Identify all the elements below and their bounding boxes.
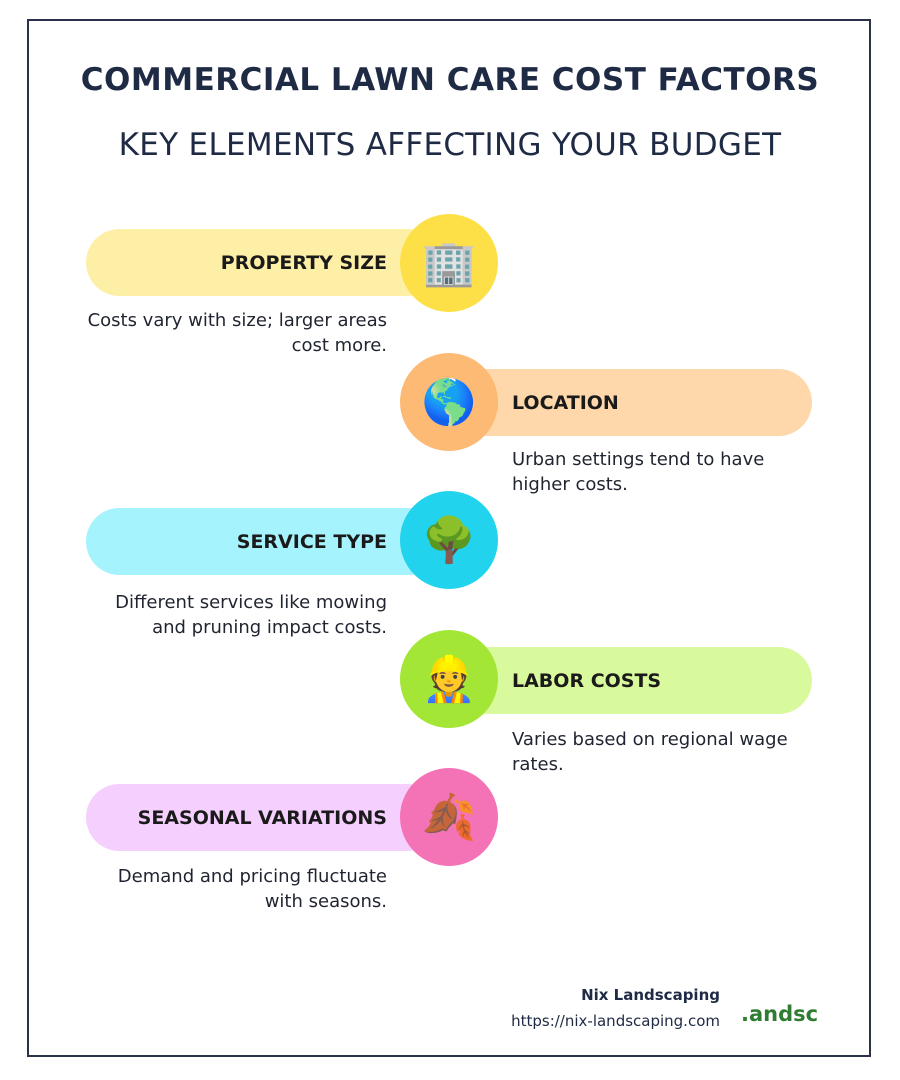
factor-pill-seasonal-variations xyxy=(86,784,441,851)
tree-icon: 🌳 xyxy=(400,491,498,589)
factor-label: SEASONAL VARIATIONS xyxy=(137,806,387,829)
factor-pill-service-type xyxy=(86,508,441,575)
factor-description: Varies based on regional wage rates. xyxy=(512,729,788,775)
fallen-leaves-icon: 🍂 xyxy=(400,768,498,866)
factor-description: Different services like mowing and pruning impact costs. xyxy=(115,592,387,638)
page-title: COMMERCIAL LAWN CARE COST FACTORS xyxy=(80,62,820,98)
factor-label: SERVICE TYPE xyxy=(236,530,387,553)
factor-description: Urban settings tend to have higher costs. xyxy=(512,449,765,495)
factor-label: LOCATION xyxy=(512,391,619,414)
factor-pill-property-size xyxy=(86,229,441,296)
factor-pill-location xyxy=(455,369,812,436)
globe-icon: 🌎 xyxy=(400,353,498,451)
logo-text: .andsc xyxy=(741,1002,819,1026)
construction-worker-icon: 👷 xyxy=(400,630,498,728)
brand-url-link[interactable]: https://nix-landscaping.com xyxy=(511,1012,720,1030)
factor-description: Demand and pricing fluctuate with seasons. xyxy=(117,866,387,912)
factor-description: Costs vary with size; larger areas cost more. xyxy=(87,310,387,356)
factor-pill-labor-costs xyxy=(455,647,812,714)
office-building-icon: 🏢 xyxy=(400,214,498,312)
brand-name: Nix Landscaping xyxy=(581,986,720,1004)
page-subtitle: KEY ELEMENTS AFFECTING YOUR BUDGET xyxy=(118,127,782,163)
brand-logo xyxy=(741,1000,819,1030)
factor-label: PROPERTY SIZE xyxy=(220,251,387,274)
factor-label: LABOR COSTS xyxy=(512,669,662,692)
